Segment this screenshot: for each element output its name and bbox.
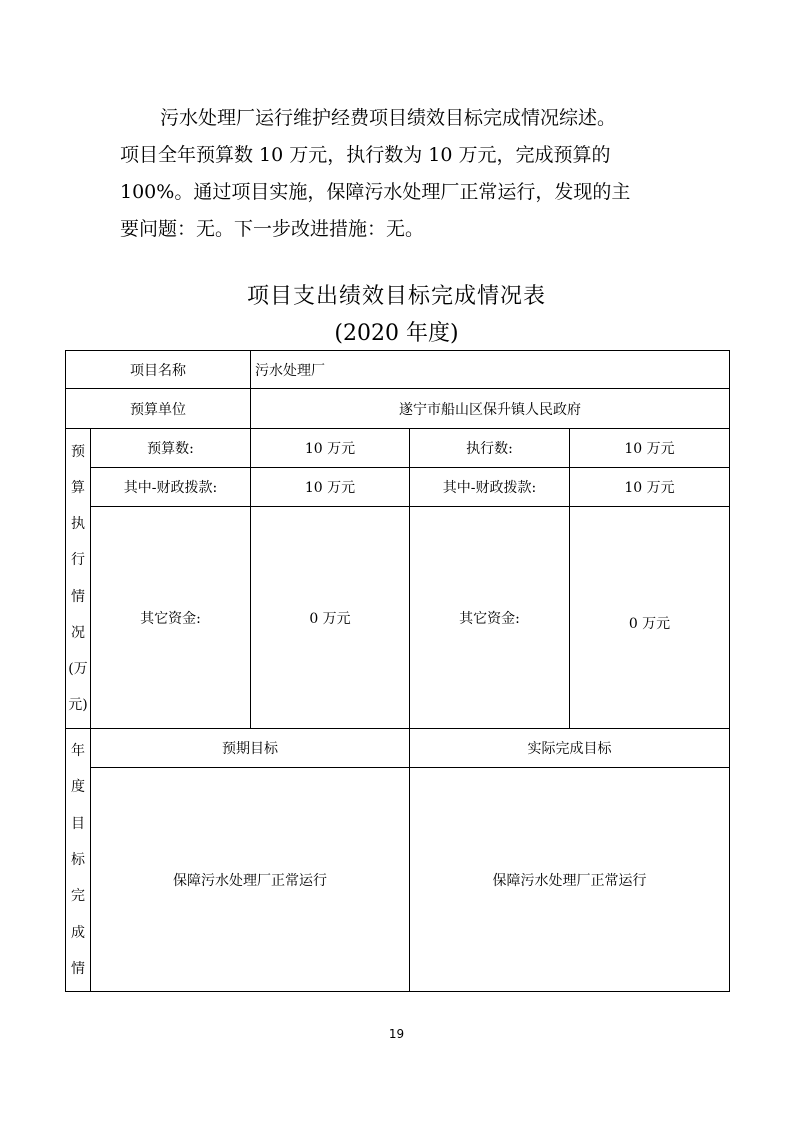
annual-goal-vertical-cell bbox=[66, 729, 91, 992]
table-year: (2020 年度) bbox=[334, 321, 459, 346]
other-funds-value-2: 0 万元 bbox=[570, 507, 730, 729]
actual-goal-header: 实际完成目标 bbox=[410, 729, 730, 768]
budget-label: 预算数: bbox=[91, 429, 251, 468]
table-row bbox=[66, 389, 730, 429]
table-row bbox=[66, 768, 730, 992]
table-row bbox=[66, 468, 730, 507]
performance-table bbox=[65, 350, 730, 992]
table-row bbox=[66, 429, 730, 468]
exec-value: 10 万元 bbox=[570, 429, 730, 468]
table-row bbox=[66, 351, 730, 389]
budget-unit-label: 预算单位 bbox=[66, 389, 251, 429]
other-funds-label: 其它资金: bbox=[91, 507, 251, 729]
table-title: 项目支出绩效目标完成情况表 bbox=[246, 284, 546, 309]
intro-line-3: 100%。通过项目实施，保障污水处理厂正常运行，发现的主 bbox=[120, 181, 631, 203]
budget-unit-value: 遂宁市船山区保升镇人民政府 bbox=[251, 389, 730, 429]
annual-goal-vertical-label: 年 度 目 标 完 成 情 bbox=[71, 742, 85, 978]
expected-goal-header: 预期目标 bbox=[91, 729, 410, 768]
intro-paragraph bbox=[120, 100, 676, 248]
other-funds-value: 0 万元 bbox=[251, 507, 410, 729]
table-row bbox=[66, 507, 730, 729]
budget-exec-vertical-cell bbox=[66, 429, 91, 729]
project-name-value: 污水处理厂 bbox=[251, 351, 730, 389]
intro-line-4: 要问题：无。下一步改进措施：无。 bbox=[120, 218, 425, 240]
fiscal-value: 10 万元 bbox=[251, 468, 410, 507]
table-row bbox=[66, 729, 730, 768]
fiscal-label-2: 其中-财政拨款: bbox=[410, 468, 570, 507]
intro-line-2: 项目全年预算数 10 万元，执行数为 10 万元，完成预算的 bbox=[120, 144, 611, 166]
fiscal-label: 其中-财政拨款: bbox=[91, 468, 251, 507]
page-number: 19 bbox=[388, 1027, 405, 1041]
budget-exec-vertical-label: 预 算 执 行 情 况 (万 元) bbox=[68, 443, 88, 714]
budget-value: 10 万元 bbox=[251, 429, 410, 468]
other-funds-label-2: 其它资金: bbox=[410, 507, 570, 729]
expected-goal-text: 保障污水处理厂正常运行 bbox=[91, 768, 410, 992]
fiscal-value-2: 10 万元 bbox=[570, 468, 730, 507]
exec-label: 执行数: bbox=[410, 429, 570, 468]
intro-line-1: 污水处理厂运行维护经费项目绩效目标完成情况综述。 bbox=[160, 107, 617, 129]
actual-goal-text: 保障污水处理厂正常运行 bbox=[410, 768, 730, 992]
project-name-label: 项目名称 bbox=[66, 351, 251, 389]
